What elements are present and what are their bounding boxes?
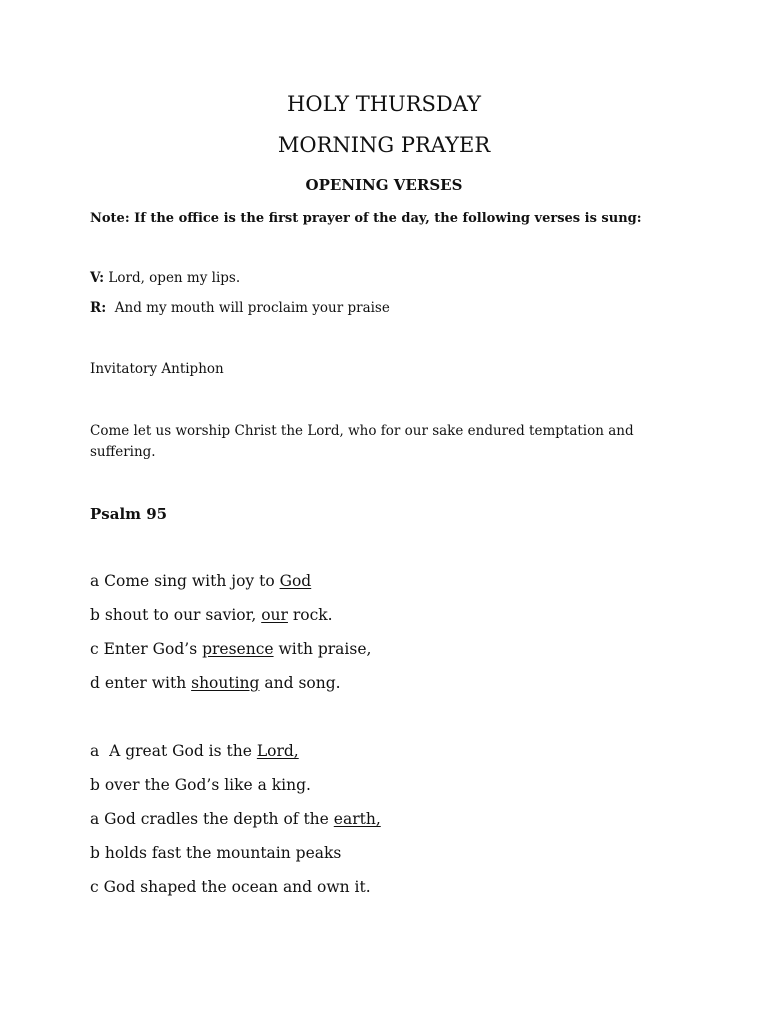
title-holy-thursday: HOLY THURSDAY — [287, 92, 481, 116]
verse-emphasis: our — [261, 606, 288, 624]
verse-text: b over the God’s like a king. — [90, 776, 311, 794]
response-label: R: — [90, 300, 107, 316]
verse-text: b holds fast the mountain peaks — [90, 844, 342, 862]
verse-text: and song. — [259, 674, 341, 692]
invitatory-label: Invitatory Antiphon — [90, 361, 224, 377]
verse-line — [90, 674, 341, 692]
verse-line — [90, 572, 311, 590]
verse-text: b shout to our savior, — [90, 606, 262, 624]
psalm-title: Psalm 95 — [90, 505, 168, 523]
rubric-note: Note: If the office is the first prayer of the day, the following verses is sung: — [90, 211, 642, 226]
section-opening-verses: OPENING VERSES — [305, 176, 463, 194]
response — [90, 300, 390, 316]
versicle-text: Lord, open my lips. — [104, 270, 241, 286]
verse-line — [90, 844, 341, 862]
versicle-label: V: — [90, 270, 105, 286]
verse-text: a Come sing with joy to — [90, 572, 280, 590]
verse-emphasis: earth, — [333, 810, 381, 828]
verse-emphasis: shouting — [191, 674, 260, 692]
verse-text: with praise, — [273, 640, 372, 658]
verse-line — [90, 742, 299, 760]
verse-emphasis: presence — [202, 640, 274, 658]
verse-text: c Enter God’s — [90, 640, 203, 658]
verse-line — [90, 606, 333, 624]
verse-line — [90, 810, 381, 828]
verse-text: a A great God is the — [90, 742, 257, 760]
verse-text: a God cradles the depth of the — [90, 810, 334, 828]
title-morning-prayer: MORNING PRAYER — [277, 133, 491, 157]
verse-text: rock. — [287, 606, 333, 624]
versicle — [90, 270, 240, 286]
antiphon-text: Come let us worship Christ the Lord, who for our sake endured temptation and suffering. — [90, 423, 634, 460]
verse-line — [90, 776, 311, 794]
verse-line — [90, 640, 371, 658]
verse-text: c God shaped the ocean and own it. — [90, 878, 371, 896]
verse-emphasis: God — [279, 572, 312, 590]
verse-text: d enter with — [90, 674, 192, 692]
response-text: And my mouth will proclaim your praise — [106, 300, 390, 316]
verse-emphasis: Lord, — [256, 742, 299, 760]
verse-line — [90, 878, 371, 896]
